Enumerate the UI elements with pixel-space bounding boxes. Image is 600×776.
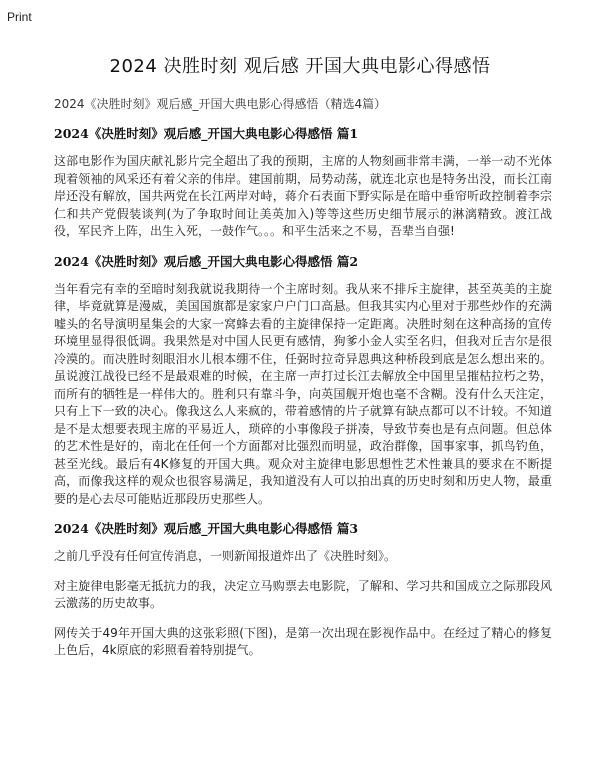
section-2 (54, 253, 552, 509)
section-3 (54, 520, 552, 660)
paragraph: 对主旋律电影毫无抵抗力的我，决定立马购票去电影院，了解和、学习共和国成立之际那段风云激荡的历史故事。 (54, 578, 552, 610)
paragraph: 当年看完有幸的至暗时刻我就说我期待一个主席时刻。我从来不排斥主旋律，甚至英美的主旋律，毕竟就算是漫威，美国国旗都是家家户户门口高悬。但我其实内心里对于那些炒作的充满嘘头的名导演明星集会的大家一窝蜂去看的主旋律保持一定距离。决胜时刻在这种高扬的宣传环境里显得很低调。我果然是对中国人民更有感情，狗爹小金人实至名归，但我对丘吉尔是很冷漠的。而决胜时刻眼泪水儿根本绷不住，任弼时拉奇异恩典这种桥段到底是怎么想出来的。虽说渡江战役已经不是最艰难的时候，在主席一声打过长江去解放全中国里呈摧枯拉朽之势，而所有的牺牲是一样伟大的。胜利只有靠斗争，向英国舰开炮也毫不含糊。没有什么天注定，只有上下一致的决心。像我这么人来疯的，带着感情的片子就算有缺点都可以不计较。不知道是不是太想要表现主席的平易近人，琐碎的小事像段子拼凑，导致节奏也是有点问题。但总体的艺术性是好的，南北在任何一个方面都对比强烈而明显，政治群像，国事家事，抓鸟钓鱼，甚至光线。最后有4K修复的开国大典。观众对主旋律电影思想性艺术性兼具的要求在不断提高，而像我这样的观众也很容易满足，我知道没有人可以拍出真的历史时刻和历史人物，最重要的是心去尽可能贴近那段历史那些人。 (54, 281, 552, 506)
section-heading: 2024《决胜时刻》观后感_开国大典电影心得感悟 篇3 (54, 521, 359, 536)
section-heading: 2024《决胜时刻》观后感_开国大典电影心得感悟 篇2 (54, 253, 359, 269)
paragraph: 这部电影作为国庆献礼影片完全超出了我的预期，主席的人物刻画非常丰满，一举一动不光体现着领袖的风采还有着父亲的伟岸。建国前期，局势动荡，就连北京也是特务出没，而长江南岸还没有解放，国共两党在长江两岸对峙，蒋介石表面下野实际是在暗中垂帘听政控制着李宗仁和共产党假装谈判(为了争取时间让美英加入)等等这些历史细节展示的淋漓精致。渡江战役，军民齐上阵，出生入死，一鼓作气。。。和平生活来之不易，吾辈当自强! (54, 154, 552, 238)
paragraph: 之前几乎没有任何宣传消息，一则新闻报道炸出了《决胜时刻》。 (54, 549, 397, 563)
section-1 (54, 125, 552, 241)
paragraph: 网传关于49年开国大典的这张彩照(下图)，是第一次出现在影视作品中。在经过了精心的修复上色后，4k原底的彩照看着特别提气。 (54, 625, 552, 657)
print-link[interactable]: Print (7, 10, 32, 24)
article-subtitle: 2024《决胜时刻》观后感_开国大典电影心得感悟（精选4篇） (54, 97, 387, 111)
page-title: 2024 决胜时刻 观后感 开国大典电影心得感悟 (109, 56, 491, 77)
article-content (54, 95, 552, 672)
section-heading: 2024《决胜时刻》观后感_开国大典电影心得感悟 篇1 (54, 126, 359, 141)
